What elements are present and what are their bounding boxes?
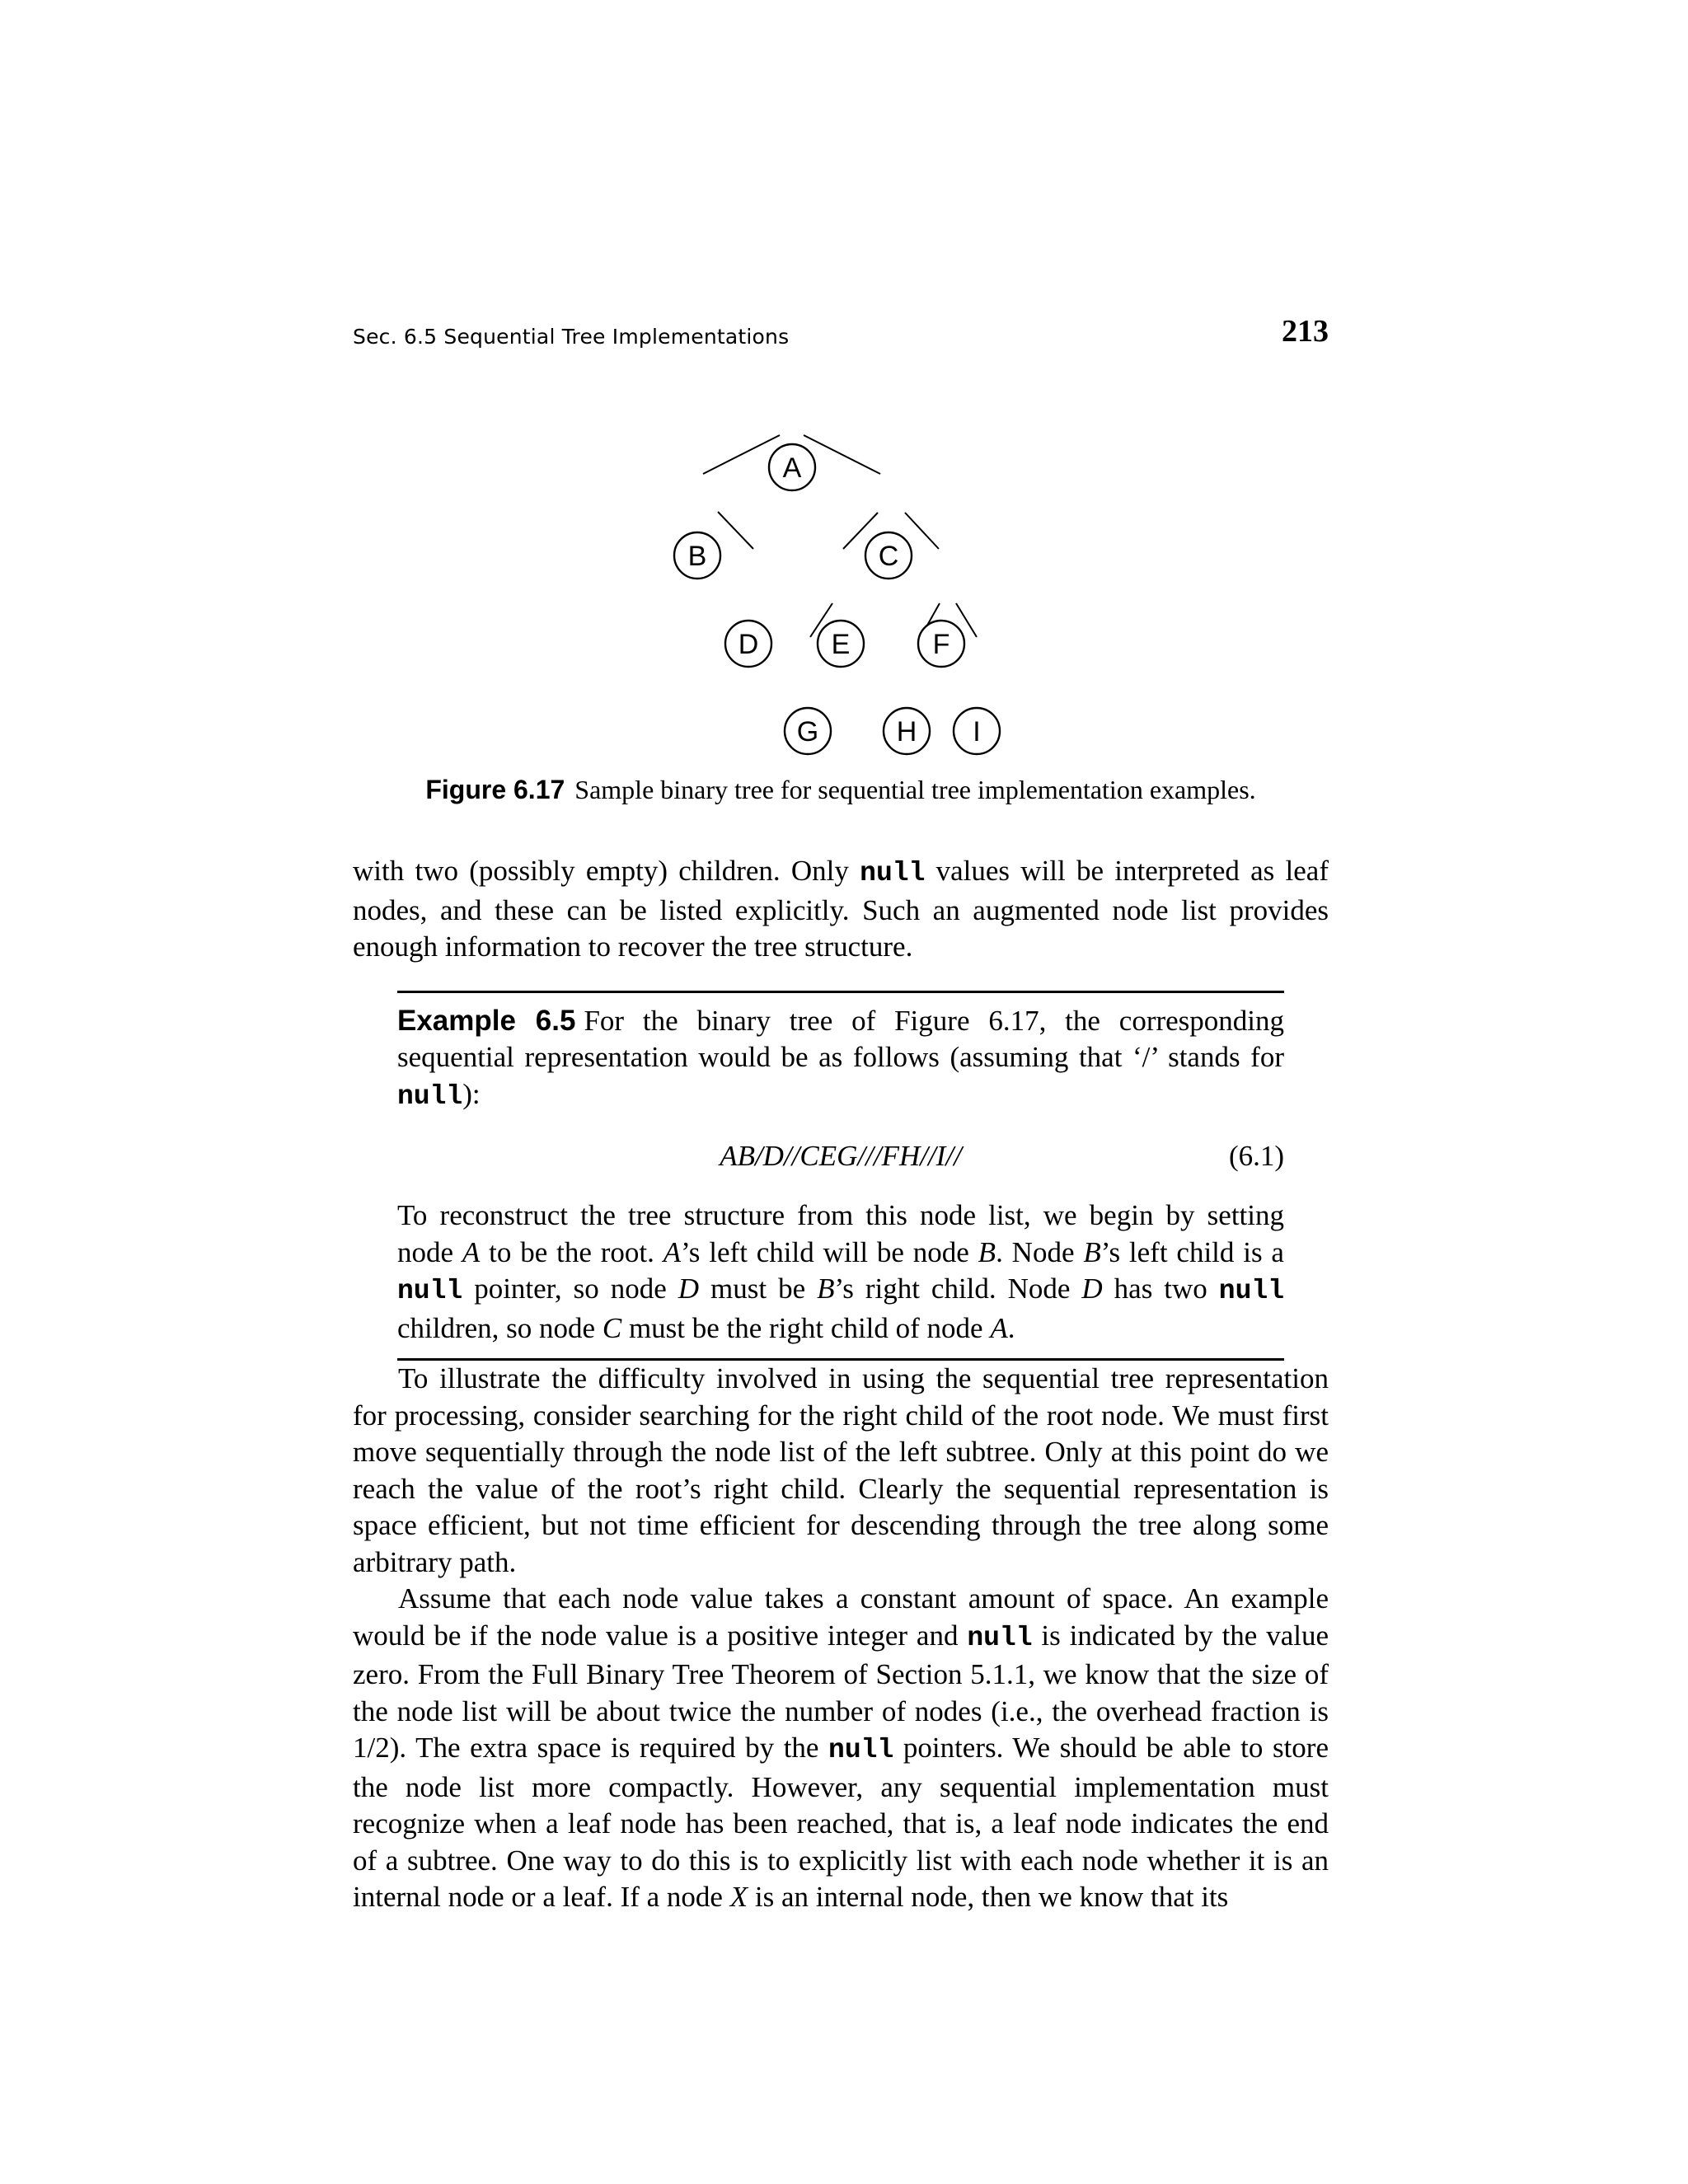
- example-text: .: [1007, 1311, 1015, 1344]
- example-text: to be the root.: [480, 1235, 663, 1268]
- node-e-label: E: [831, 629, 851, 660]
- example-explanation: [397, 1197, 1284, 1347]
- node-i-label: I: [973, 716, 981, 748]
- node-f-label: F: [932, 629, 950, 660]
- example-text: ’s left child is a: [1100, 1235, 1284, 1268]
- paragraph-1: [353, 853, 1329, 966]
- equation-expression: AB/D//CEG///FH//I//: [720, 1140, 962, 1172]
- paragraph-1-text-b: values will be interpreted as leaf nodes, and these can be listed explicitly. Such an augmented node list provides enough information to recover the tree structure.: [353, 855, 1329, 963]
- code-null: null: [967, 1622, 1033, 1653]
- example-text: . Node: [996, 1235, 1084, 1268]
- variable: B: [978, 1235, 996, 1268]
- code-null: null: [828, 1735, 894, 1765]
- figure-6-17: [353, 363, 1329, 775]
- example-text: ’s right child. Node: [834, 1272, 1082, 1305]
- variable: A: [462, 1235, 481, 1268]
- equation-number: (6.1): [1228, 1140, 1284, 1172]
- variable: A: [990, 1311, 1008, 1344]
- example-text: has two: [1102, 1272, 1219, 1305]
- variable: X: [729, 1881, 748, 1913]
- example-text: must be the right child of node: [621, 1311, 991, 1344]
- equation-6-1: [397, 1133, 1284, 1181]
- paragraph-3-text: is indicated by the value zero. From the Full Binary Tree Theorem of Section 5.1.1, we know that the size of the node list will be about twice the number of nodes (i.e., the overhead fraction is 1/2). The extra space is required by the: [353, 1619, 1329, 1764]
- binary-tree-diagram: [353, 363, 1329, 775]
- code-null: null: [860, 858, 926, 888]
- example-text: ’s left child will be node: [681, 1235, 978, 1268]
- code-null: null: [397, 1276, 463, 1306]
- paragraph-3-text: is an internal node, then we know that its: [748, 1881, 1229, 1913]
- paragraph-3-text: pointers. We should be able to store the node list more compactly. However, any sequential implementation must recognize when a leaf node has been reached, that is, a leaf node indicates the end of a subtree. One way to do this is to explicitly list with each node whether it is an internal node or a leaf. If a node: [353, 1732, 1329, 1913]
- node-h-label: H: [896, 716, 917, 748]
- example-label: Example 6.5: [397, 1004, 576, 1037]
- code-null: null: [1218, 1276, 1284, 1306]
- node-b-label: B: [687, 541, 707, 572]
- figure-caption: [353, 775, 1329, 805]
- figure-caption-text: Sample binary tree for sequential tree implementation examples.: [574, 775, 1256, 804]
- figure-label: Figure 6.17: [425, 775, 565, 804]
- paragraph-2: To illustrate the difficulty involved in using the sequential tree representation for processing, consider searching for the right child of the root node. We must first move sequentially through the node list of the left subtree. Only at this point do we reach the value of the root’s right child. Clearly the sequential representation is space efficient, but not time efficient for descending through the tree along some arbitrary path.: [353, 1362, 1329, 1578]
- edge-c-f: [905, 513, 939, 549]
- edge-b-d: [718, 512, 753, 549]
- example-text: must be: [699, 1272, 818, 1305]
- example-text: To reconstruct the tree structure from this node list, we begin by setting node: [397, 1199, 1284, 1268]
- variable: C: [602, 1311, 622, 1344]
- variable: A: [663, 1235, 682, 1268]
- example-text: pointer, so node: [462, 1272, 678, 1305]
- running-head: [353, 313, 1329, 363]
- example-intro-text-a: For the binary tree of Figure 6.17, the corresponding sequential representation would be as follows (assuming that ‘/’ stands for: [397, 1004, 1285, 1073]
- variable: D: [678, 1272, 700, 1305]
- running-title: Sec. 6.5 Sequential Tree Implementations: [353, 325, 790, 349]
- node-a-label: A: [782, 452, 802, 484]
- example-6-5: [397, 991, 1284, 1361]
- variable: B: [1083, 1235, 1101, 1268]
- node-d-label: D: [738, 629, 759, 660]
- example-intro-text-b: ):: [462, 1077, 481, 1110]
- node-g-label: G: [796, 716, 819, 748]
- example-text: children, so node: [397, 1311, 603, 1344]
- body-text: [353, 853, 1329, 1916]
- paragraph-1-text-a: with two (possibly empty) children. Only: [353, 855, 860, 887]
- code-null: null: [397, 1080, 463, 1112]
- page: [353, 313, 1329, 1916]
- paragraph-3-text: Assume that each node value takes a constant amount of space. An example would be if the node value is a positive integer and: [353, 1582, 1329, 1652]
- example-intro: [397, 1003, 1284, 1116]
- page-number: 213: [1282, 314, 1329, 349]
- node-c-label: C: [878, 541, 899, 572]
- variable: B: [817, 1272, 835, 1305]
- variable: D: [1081, 1272, 1103, 1305]
- paragraph-3: [353, 1581, 1329, 1916]
